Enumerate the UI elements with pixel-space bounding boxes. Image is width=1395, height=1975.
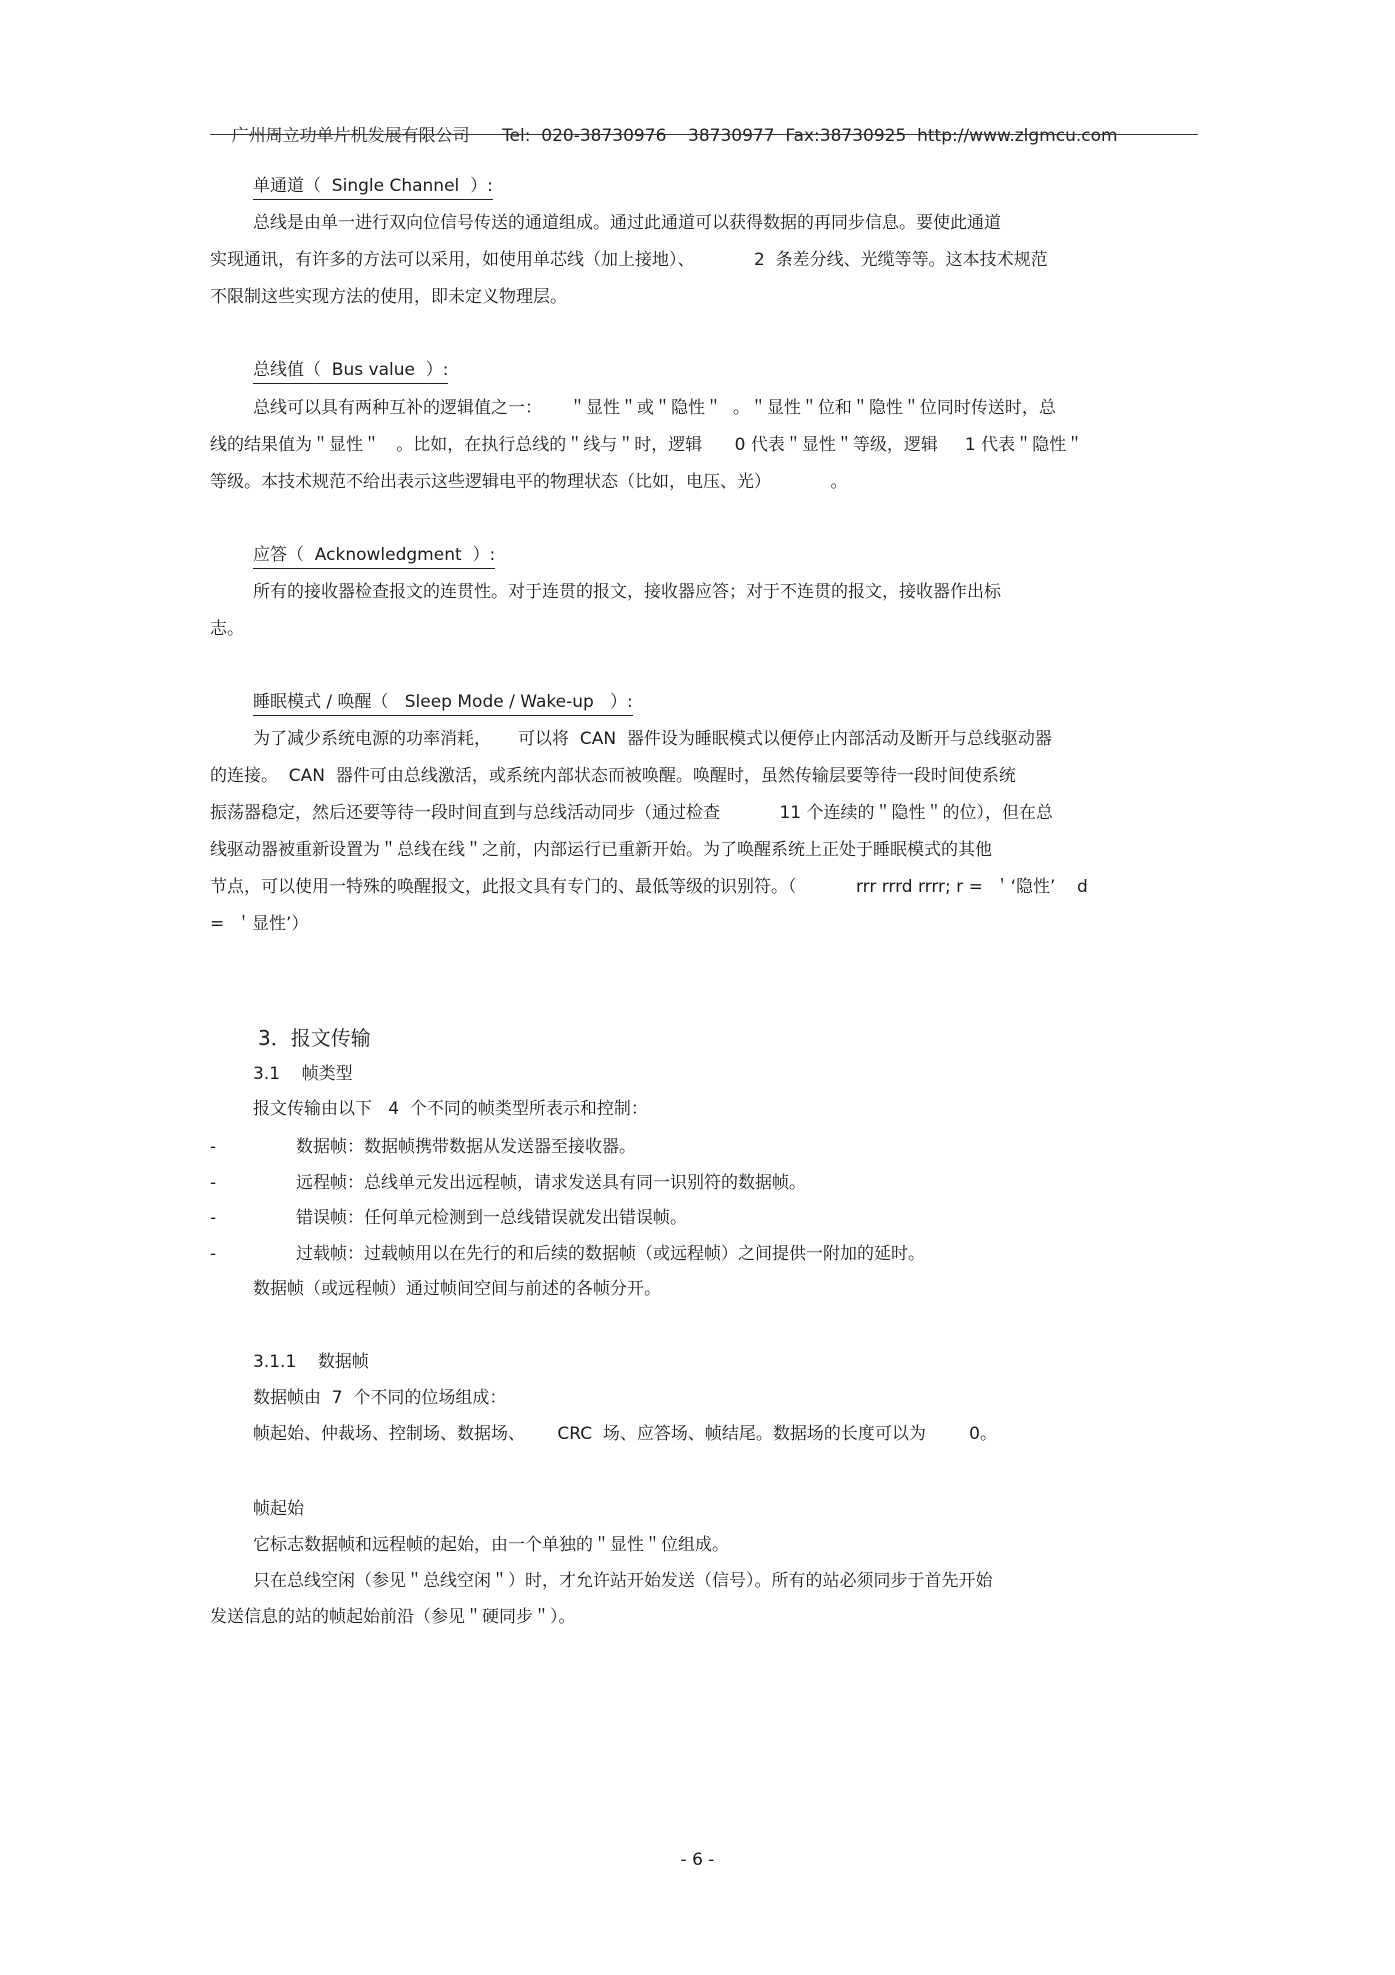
single-channel-line-2: 实现通讯，有许多的方法可以采用，如使用单芯线（加上接地）、 2 条差分线、光缆等等。这本技术规范 [210,250,1048,270]
term-acknowledgment: 应答（ Acknowledgment ）: [253,543,495,569]
sleep-line-5: 节点，可以使用一特殊的唤醒报文，此报文具有专门的、最低等级的识别符。（ rrr rrrd rrrr; r = ＇‘隐性’ d [210,877,1088,897]
ack-line-2: 志。 [210,619,244,639]
sof-line-2: 只在总线空闲（参见＂总线空闲＂）时，才允许站开始发送（信号）。所有的站必须同步于首先开始 [253,1571,993,1591]
bus-value-line-1: 总线可以具有两种互补的逻辑值之一： ＂显性＂或＂隐性＂ 。＂显性＂位和＂隐性＂位同时传送时，总 [253,398,1056,418]
bullet-error-frame: 错误帧：任何单元检测到一总线错误就发出错误帧。 [296,1208,687,1228]
header-company: 广州周立功单片机发展有限公司 [231,126,470,146]
sleep-line-6: = ＇显性’） [210,914,309,934]
sleep-line-1: 为了减少系统电源的功率消耗， 可以将 CAN 器件设为睡眠模式以便停止内部活动及断开与总线驱动器 [253,729,1052,749]
ack-line-1: 所有的接收器检查报文的连贯性。对于连贯的报文，接收器应答；对于不连贯的报文，接收器作出标 [253,582,1001,602]
bullet-marker: - [210,1208,217,1228]
sleep-line-3: 振荡器稳定，然后还要等待一段时间直到与总线活动同步（通过检查 11 个连续的＂隐性＂的位），但在总 [210,803,1053,823]
header-contact: Tel: 020-38730976 38730977 Fax:38730925 http://www.zlgmcu.com [502,126,1118,146]
bus-value-line-3: 等级。本技术规范不给出表示这些逻辑电平的物理状态（比如，电压、光） 。 [210,472,848,492]
subsection-heading-data-frame: 3.1.1 数据帧 [253,1352,369,1372]
sleep-line-2: 的连接。 CAN 器件可由总线激活，或系统内部状态而被唤醒。唤醒时，虽然传输层要等待一段时间使系统 [210,766,1016,786]
single-channel-line-1: 总线是由单一进行双向位信号传送的通道组成。通过此通道可以获得数据的再同步信息。要使此通道 [253,213,1001,233]
section-heading-message-transfer: 3．报文传输 [258,1026,371,1050]
page-number: - 6 - [680,1850,715,1870]
subsection-heading-frame-types: 3.1 帧类型 [253,1064,353,1084]
bullet-data-frame: 数据帧：数据帧携带数据从发送器至接收器。 [296,1137,636,1157]
bus-value-line-2: 线的结果值为＂显性＂ 。比如，在执行总线的＂线与＂时，逻辑 0 代表＂显性＂等级，逻辑 1 代表＂隐性＂ [210,435,1084,455]
heading-start-of-frame: 帧起始 [253,1499,304,1519]
term-sleep-mode: 睡眠模式 / 唤醒（ Sleep Mode / Wake-up ）: [253,690,633,716]
bullet-marker: - [210,1244,217,1264]
frame-types-intro: 报文传输由以下 4 个不同的帧类型所表示和控制： [253,1099,648,1119]
sleep-line-4: 线驱动器被重新设置为＂总线在线＂之前，内部运行已重新开始。为了唤醒系统上正处于睡眠模式的其他 [210,840,992,860]
single-channel-line-3: 不限制这些实现方法的使用，即未定义物理层。 [210,287,567,307]
data-frame-line-1: 数据帧由 7 个不同的位场组成： [253,1388,507,1408]
frame-types-outro: 数据帧（或远程帧）通过帧间空间与前述的各帧分开。 [253,1279,661,1299]
bullet-marker: - [210,1137,217,1157]
header-divider [210,134,1198,135]
bullet-marker: - [210,1173,217,1193]
sof-line-1: 它标志数据帧和远程帧的起始，由一个单独的＂显性＂位组成。 [253,1535,729,1555]
term-single-channel: 单通道（ Single Channel ）: [253,174,493,200]
bullet-remote-frame: 远程帧：总线单元发出远程帧，请求发送具有同一识别符的数据帧。 [296,1173,806,1193]
page-header [210,100,1118,172]
data-frame-line-2: 帧起始、仲裁场、控制场、数据场、 CRC 场、应答场、帧结尾。数据场的长度可以为 0。 [253,1424,997,1444]
term-bus-value: 总线值（ Bus value ）: [253,358,448,384]
bullet-overload-frame: 过载帧：过载帧用以在先行的和后续的数据帧（或远程帧）之间提供一附加的延时。 [296,1244,925,1264]
sof-line-3: 发送信息的站的帧起始前沿（参见＂硬同步＂）。 [210,1607,576,1627]
